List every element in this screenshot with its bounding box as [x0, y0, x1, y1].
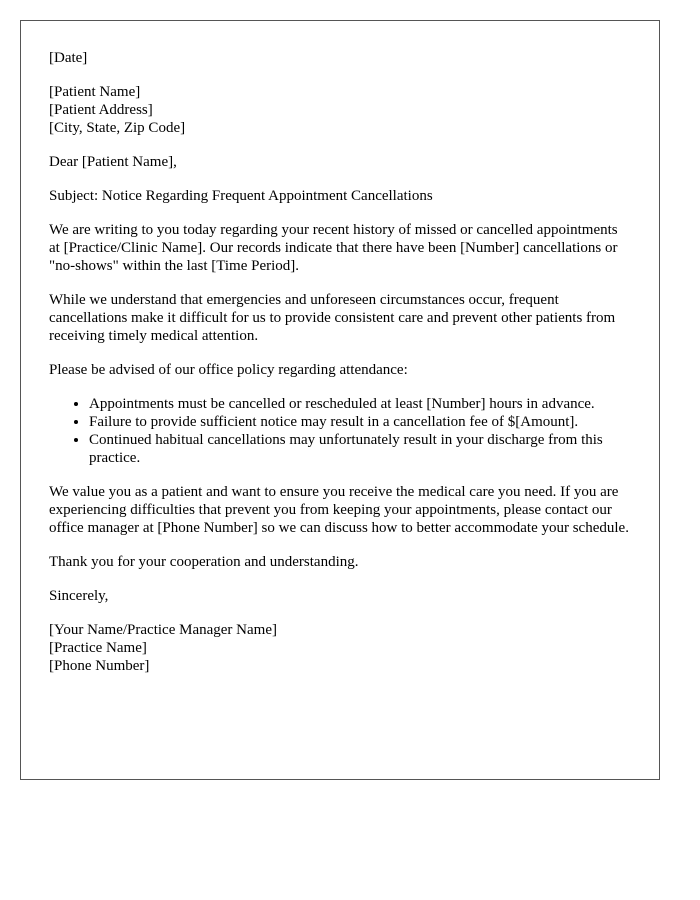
letter-page: [20, 20, 660, 780]
recipient-name: [Patient Name]: [49, 84, 141, 100]
body-paragraph-impact: While we understand that emergencies and unforeseen circumstances occur, frequent cancellations make it difficult for us to provide consistent care and prevent other patients from receiving timely medical attention.: [49, 292, 616, 344]
body-paragraph-support: We value you as a patient and want to ensure you receive the medical care you need. If you are experiencing difficulties that prevent you from keeping your appointments, please contact our office manager at [Phone Number] so we can discuss how to better accommodate your schedule.: [49, 484, 629, 536]
policy-item-advance-notice: • Appointments must be cancelled or rescheduled at least [Number] hours in advance.: [89, 395, 631, 413]
subject-line: Subject: Notice Regarding Frequent Appointment Cancellations: [49, 188, 433, 204]
signature-block: [49, 621, 631, 675]
sign-off: Sincerely,: [49, 588, 109, 604]
closing-thanks: Thank you for your cooperation and understanding.: [49, 554, 359, 570]
signature-practice: [Practice Name]: [49, 640, 147, 656]
recipient-address-block: [49, 83, 631, 137]
salutation: Dear [Patient Name],: [49, 154, 177, 170]
policy-item-cancellation-fee: • Failure to provide sufficient notice may result in a cancellation fee of $[Amount].: [89, 413, 631, 431]
body-paragraph-history: We are writing to you today regarding your recent history of missed or cancelled appointments at [Practice/Clinic Name]. Our records indicate that there have been [Number] cancellations or "no-shows" within the last [Time Period].: [49, 222, 618, 274]
policy-list: [49, 395, 631, 467]
letter-date: [Date]: [49, 50, 88, 66]
signature-name: [Your Name/Practice Manager Name]: [49, 622, 277, 638]
recipient-address: [Patient Address]: [49, 102, 153, 118]
signature-phone: [Phone Number]: [49, 658, 150, 674]
recipient-city-state-zip: [City, State, Zip Code]: [49, 120, 186, 136]
policy-item-discharge: • Continued habitual cancellations may unfortunately result in your discharge from this practice.: [89, 431, 631, 467]
policy-intro: Please be advised of our office policy regarding attendance:: [49, 362, 408, 378]
